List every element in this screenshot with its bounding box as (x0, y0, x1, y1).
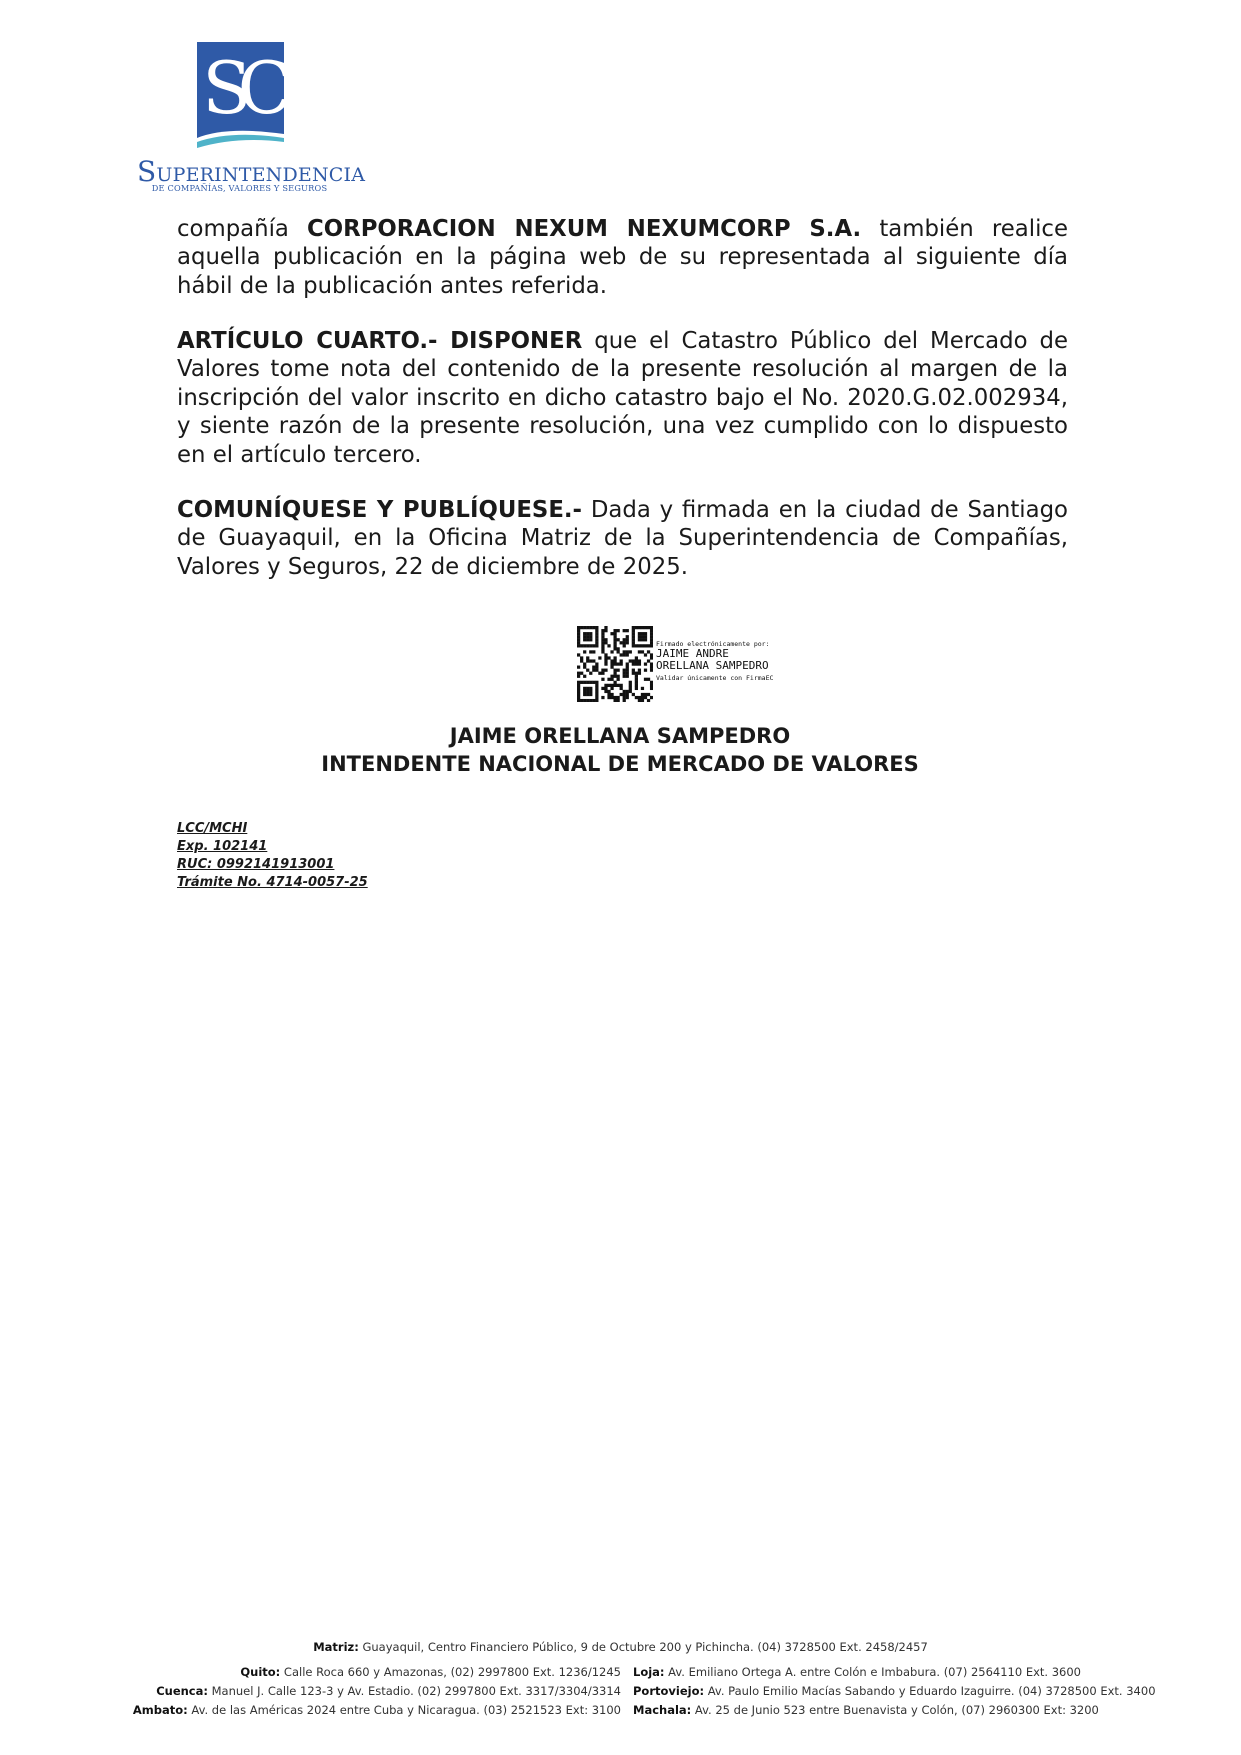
footer-label: Cuenca: (156, 1684, 208, 1698)
signer-title: INTENDENTE NACIONAL DE MERCADO DE VALORES (321, 752, 919, 776)
footer-text: Av. de las Américas 2024 entre Cuba y Nicaragua. (03) 2521523 Ext: 3100 (187, 1703, 621, 1717)
logo-name: SUPERINTENDENCIA (137, 155, 366, 188)
ref-ruc: RUC: 0992141913001 (177, 857, 335, 872)
ref-expediente: Exp. 102141 (177, 839, 268, 854)
footer-text: Av. Emiliano Ortega A. entre Colón e Imbabura. (07) 2564110 Ext. 3600 (664, 1665, 1081, 1679)
footer-label: Ambato: (132, 1703, 188, 1717)
footer-label: Matriz: (313, 1640, 359, 1654)
supercias-logo (137, 40, 366, 196)
footer-text: Manuel J. Calle 123-3 y Av. Estadio. (02) 2997800 Ext. 3317/3304/3314 (207, 1684, 621, 1698)
electronic-signature-stamp (656, 640, 773, 682)
signature-last-names: ORELLANA SAMPEDRO (656, 659, 769, 672)
footer-text: Av. Paulo Emilio Macías Sabando y Eduardo Izaguirre. (04) 3728500 Ext. 3400 (704, 1684, 1156, 1698)
logo-monogram: SC (202, 46, 279, 130)
signature-first-names: JAIME ANDRE (656, 647, 729, 660)
signer-name: JAIME ORELLANA SAMPEDRO (449, 724, 791, 748)
signature-qr-code (577, 626, 653, 702)
signature-validate-note: Validar únicamente con FirmaEC (656, 674, 774, 682)
footer-label: Loja: (633, 1665, 665, 1679)
paragraph-publication (177, 215, 1068, 300)
footer-label: Machala: (633, 1703, 692, 1717)
footer-matriz (60, 1640, 1181, 1654)
footer-text: Guayaquil, Centro Financiero Público, 9 de Octubre 200 y Pichincha. (04) 3728500 Ext. 2458/2457 (358, 1640, 928, 1654)
signature-caption: Firmado electrónicamente por: (656, 640, 770, 648)
text-run: compañía (177, 216, 308, 242)
closing-heading: COMUNÍQUESE Y PUBLÍQUESE.- (177, 497, 583, 523)
footer-text: Av. 25 de Junio 523 entre Buenavista y Colón, (07) 2960300 Ext: 3200 (691, 1703, 1099, 1717)
paragraph-comuniquese (177, 496, 1068, 581)
ref-tramite: Trámite No. 4714-0057-25 (177, 875, 368, 890)
ref-initials: LCC/MCHI (177, 821, 248, 836)
company-name: CORPORACION NEXUM NEXUMCORP S.A. (307, 216, 862, 242)
article-heading: ARTÍCULO CUARTO.- DISPONER (177, 328, 583, 354)
paragraph-articulo-cuarto (177, 327, 1068, 469)
logo-subtitle: DE COMPAÑÍAS, VALORES Y SEGUROS (151, 183, 328, 193)
reference-block (177, 820, 368, 892)
text-run: también realice aquella publicación en la página web de su representada al siguiente día hábil de la publicación antes referida. (177, 216, 1068, 299)
text-run: que el Catastro Público del Mercado de Valores tome nota del contenido de la presente resolución al margen de la inscripción del valor inscrito en dicho catastro bajo el No. 2020.G.02.002934, y siente razón de la presente resolución, una vez cumplido con lo dispuesto en el artículo tercero. (177, 328, 1069, 468)
footer-label: Portoviejo: (633, 1684, 705, 1698)
footer-text: Calle Roca 660 y Amazonas, (02) 2997800 Ext. 1236/1245 (280, 1665, 621, 1679)
text-run: Dada y firmada en la ciudad de Santiago de Guayaquil, en la Oficina Matriz de la Superintendencia de Compañías, Valores y Seguros, 22 de diciembre de 2025. (177, 497, 1068, 580)
footer-label: Quito: (240, 1665, 281, 1679)
